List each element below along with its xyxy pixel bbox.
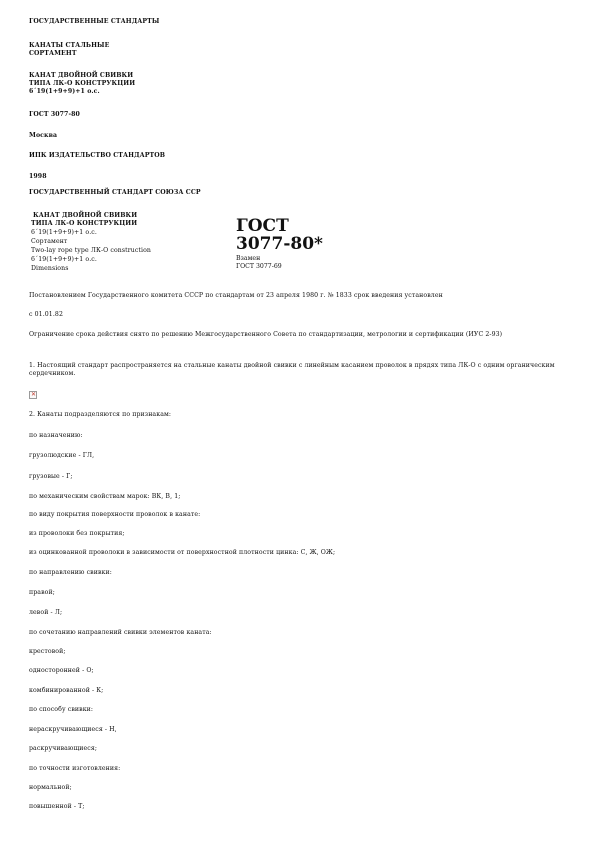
header-publisher: ИПК ИЗДАТЕЛЬСТВО СТАНДАРТОВ	[29, 152, 166, 159]
list-item: по способу свивки:	[29, 706, 94, 713]
header-rope-title-1: КАНАТ ДВОЙНОЙ СВИВКИ	[29, 72, 134, 79]
title-en-2: 6´19(1+9+9)+1 о.с.	[31, 256, 97, 263]
replace-label: Взамен	[236, 255, 261, 262]
list-item: по точности изготовления:	[29, 765, 121, 772]
header-year: 1998	[29, 173, 47, 180]
header-gost-number: ГОСТ 3077-80	[29, 111, 80, 118]
title-ru-2: ТИПА ЛК-О КОНСТРУКЦИИ	[31, 220, 138, 227]
list-item: грузолюдские - ГЛ,	[29, 452, 95, 459]
title-ru-1: КАНАТ ДВОЙНОЙ СВИВКИ	[33, 212, 138, 219]
list-item: из оцинкованной проволоки в зависимости от поверхностной плотности цинка: С, Ж, ОЖ;	[29, 549, 336, 556]
list-item: по назначению:	[29, 432, 83, 439]
list-item: комбинированной - К;	[29, 687, 104, 694]
title-en-1: Two-lay rope type ЛК-О construction	[31, 247, 151, 254]
paragraph-restriction: Ограничение срока действия снято по решению Межгосударственного Совета по стандартизации, метрологии и сертификации (ИУС 2-93)	[29, 331, 503, 338]
list-item: грузовые - Г;	[29, 473, 73, 480]
replace-gost: ГОСТ 3077-69	[236, 263, 282, 270]
list-item: из проволоки без покрытия;	[29, 530, 125, 537]
list-item: по сочетанию направлений свивки элементов каната:	[29, 629, 212, 636]
list-item: по виду покрытия поверхности проволок в канате:	[29, 511, 201, 518]
header-ropes: КАНАТЫ СТАЛЬНЫЕ	[29, 42, 110, 49]
header-rope-title-2: ТИПА ЛК-О КОНСТРУКЦИИ	[29, 80, 136, 87]
header-rope-title-3: 6´19(1+9+9)+1 о.с.	[29, 88, 100, 95]
paragraph-date: с 01.01.82	[29, 311, 63, 318]
header-assortment: СОРТАМЕНТ	[29, 50, 77, 57]
broken-image-icon: ✕	[31, 391, 37, 398]
list-item: по направлению свивки:	[29, 569, 112, 576]
list-item: левой - Л;	[29, 609, 63, 616]
paragraph-classification: 2. Канаты подразделяются по признакам:	[29, 411, 172, 418]
header-city: Москва	[29, 132, 58, 139]
title-en-3: Dimensions	[31, 265, 69, 272]
list-item: односторонней - О;	[29, 667, 94, 674]
paragraph-scope: 1. Настоящий стандарт распространяется на стальные канаты двойной свивки с линейным касанием проволок в прядях типа ЛК-О с одним органическим сердечником.	[29, 362, 555, 377]
list-item: правой;	[29, 589, 55, 596]
list-item: нераскручивающиеся - Н,	[29, 726, 117, 733]
header-standards: ГОСУДАРСТВЕННЫЕ СТАНДАРТЫ	[29, 18, 160, 25]
gost-number: 3077-80*	[236, 234, 323, 254]
list-item: нормальной;	[29, 784, 72, 791]
gost-designation	[236, 217, 323, 271]
paragraph-resolution: Постановлением Государственного комитета СССР по стандартам от 23 апреля 1980 г. № 1833 срок введения установлен	[29, 292, 443, 299]
title-ru-3: 6´19(1+9+9)+1 о.с.	[31, 229, 97, 236]
title-ru-4: Сортамент	[31, 238, 68, 245]
gost-label: ГОСТ	[236, 216, 289, 236]
list-item: повышенной - Т;	[29, 803, 85, 810]
list-item: крестовой;	[29, 648, 66, 655]
list-item: по механическим свойствам марок: ВК, В, 1;	[29, 493, 181, 500]
list-item: раскручивающиеся;	[29, 745, 98, 752]
header-state-standard: ГОСУДАРСТВЕННЫЙ СТАНДАРТ СОЮЗА ССР	[29, 189, 201, 196]
